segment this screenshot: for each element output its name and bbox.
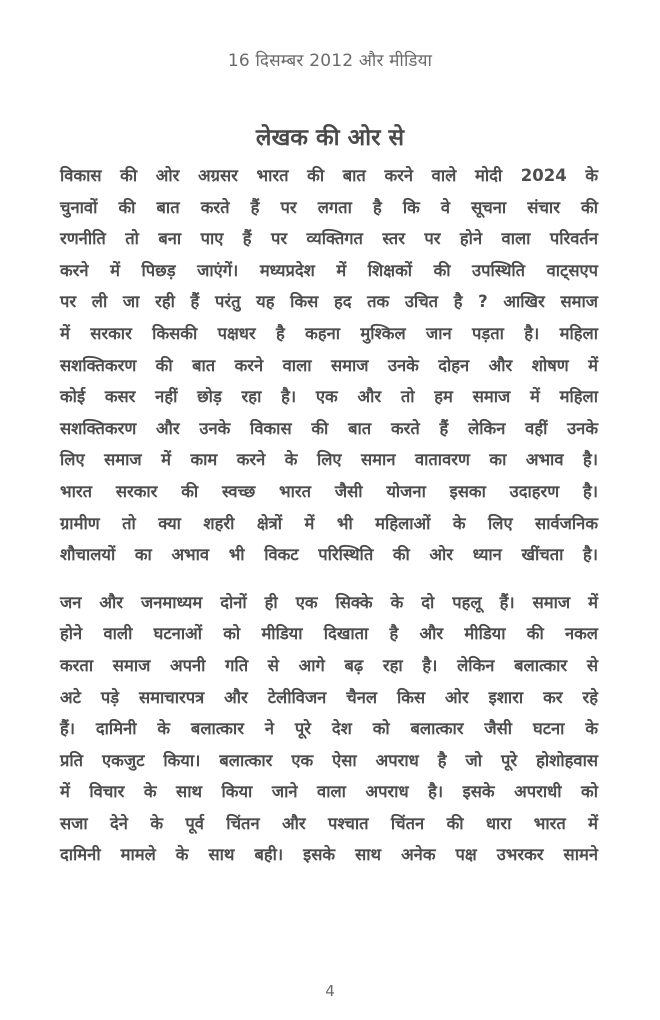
- text-line: कोई कसर नहीं छोड़ रहा है। एक और तो हम समाज में महिला: [60, 387, 598, 407]
- paragraph-1: [60, 160, 598, 571]
- text-line: जन और जनमाध्यम दोनों ही एक सिक्के के दो पहलू हैं। समाज में: [60, 592, 598, 612]
- text-line: सशक्तिकरण और उनके विकास की बात करते हैं लेकिन वहीं उनके: [60, 418, 598, 438]
- text-line: रणनीति तो बना पाए हैं पर व्यक्तिगत स्तर पर होने वाला परिवर्तन: [60, 229, 598, 249]
- text-line: करने में पिछड़ जाएंगें। मध्यप्रदेश में शिक्षकों की उपस्थिति वाट्सएप: [60, 260, 598, 280]
- text-line: हैं। दामिनी के बलात्कार ने पूरे देश को बलात्कार जैसी घटना के: [60, 719, 598, 739]
- text-line: चुनावों की बात करते हैं पर लगता है कि वे सूचना संचार की: [60, 197, 598, 217]
- text-line: होने वाली घटनाओं को मीडिया दिखाता है और मीडिया की नकल: [60, 624, 598, 644]
- text-line: ग्रामीण तो क्या शहरी क्षेत्रों में भी महिलाओं के लिए सार्वजनिक: [60, 513, 598, 533]
- paragraph-2: [60, 587, 598, 871]
- text-line: शौचालयों का अभाव भी विकट परिस्थिति की ओर ध्यान खींचता है।: [60, 545, 598, 565]
- page-header: 16 दिसम्बर 2012 और मीडिया: [227, 51, 433, 71]
- text-line: में सरकार किसकी पक्षधर है कहना मुश्किल जान पड़ता है। महिला: [60, 323, 598, 343]
- text-line: प्रति एकजुट किया। बलात्कार एक ऐसा अपराध है जो पूरे होशोहवास: [60, 750, 598, 770]
- text-line: सशक्तिकरण की बात करने वाला समाज उनके दोहन और शोषण में: [60, 355, 598, 375]
- text-line: करता समाज अपनी गति से आगे बढ़ रहा है। लेकिन बलात्कार से: [60, 655, 598, 675]
- page-number: 4: [325, 982, 335, 1000]
- text-line: पर ली जा रही हैं परंतु यह किस हद तक उचित है ? आखिर समाज: [60, 292, 598, 312]
- text-line: सजा देने के पूर्व चिंतन और पश्चात चिंतन की धारा भारत में: [60, 813, 598, 833]
- text-line: में विचार के साथ किया जाने वाला अपराध है। इसके अपराधी को: [60, 782, 598, 802]
- section-title: लेखक की ओर से: [255, 125, 405, 151]
- text-line: दामिनी मामले के साथ बही। इसके साथ अनेक पक्ष उभरकर सामने: [60, 845, 598, 865]
- text-line: अटे पड़े समाचारपत्र और टेलीविजन चैनल किस ओर इशारा कर रहे: [60, 687, 598, 707]
- text-line: विकास की ओर अग्रसर भारत की बात करने वाले मोदी 2024 के: [60, 166, 598, 185]
- text-line: लिए समाज में काम करने के लिए समान वातावरण का अभाव है।: [60, 450, 598, 470]
- text-line: भारत सरकार की स्वच्छ भारत जैसी योजना इसका उदाहरण है।: [60, 481, 598, 501]
- body-text: [60, 160, 598, 871]
